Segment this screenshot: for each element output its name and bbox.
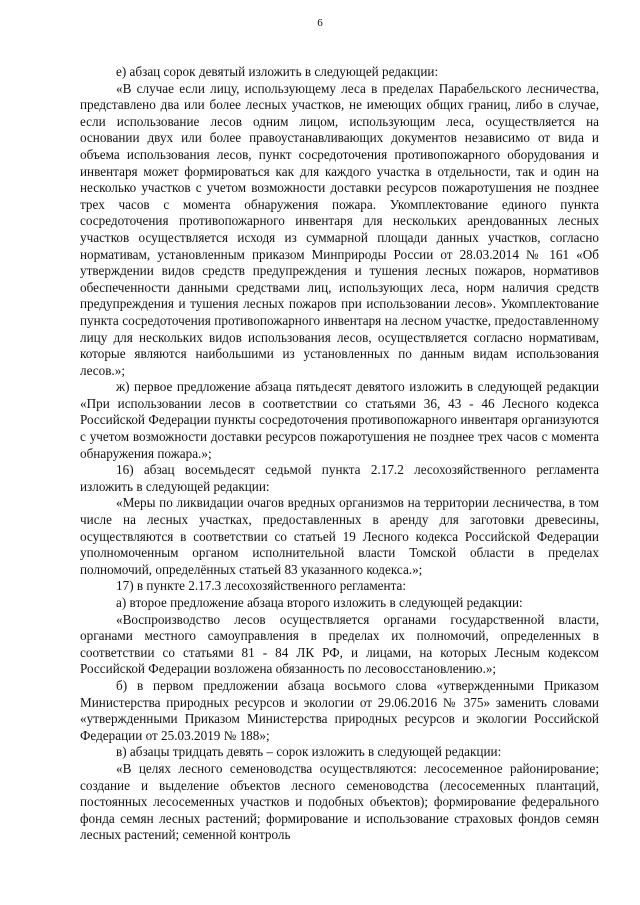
paragraph: е) абзац сорок девятый изложить в следующей редакции:	[116, 64, 439, 79]
paragraph: «Воспроизводство лесов осуществляется органами государственной власти, органами местного самоуправления в пределах их полномочий, определенных в соответствии со статьями 81 - 84 ЛК РФ, и лицами, на которых Лесным кодексом Российской Федерации возложена обязанность по лесовосстановлению.»;	[80, 611, 599, 677]
paragraph: 17) в пункте 2.17.3 лесохозяйственного регламента:	[116, 578, 407, 594]
document-body	[80, 64, 599, 844]
page-number: 6	[317, 17, 323, 29]
paragraph: 16) абзац восемьдесят седьмой пункта 2.17.2 лесохозяйственного регламента изложить в следующей редакции:	[80, 462, 599, 494]
paragraph: б) в первом предложении абзаца восьмого слова «утвержденными Приказом Министерства природных ресурсов и экологии от 29.06.2016 № 375» заменить словами «утвержденными Приказом Министерства природных ресурсов и экологии Российской Федерации от 25.03.2019 № 188»;	[80, 677, 599, 743]
paragraph: а) второе предложение абзаца второго изложить в следующей редакции:	[116, 595, 523, 610]
paragraph: «В целях лесного семеноводства осуществляются: лесосеменное районирование; создание и выделение объектов лесного семеноводства (лесосеменных плантаций, постоянных лесосеменных участков и подобных объектов); формирование федерального фонда семян лесных растений; формирование и использование страховых фондов семян лесных растений; семенной контроль	[80, 760, 599, 843]
paragraph: «В случае если лицу, использующему леса в пределах Парабельского лесничества, представлено два или более лесных участков, не имеющих общих границ, либо в случае, если использование лесов одним лицом, использующим леса, осуществляется на основании двух или более правоустанавливающих документов независимо от вида и объема использования лесов, пункт сосредоточения противопожарного оборудования и инвентаря может формироваться как для каждого участка в отдельности, так и один на несколько участков с учетом возможности доставки ресурсов пожаротушения не позднее трех часов с момента обнаружения пожара. Укомплектование единого пункта сосредоточения противопожарного инвентаря для нескольких арендованных лесных участков осуществляется исходя из суммарной площади данных участков, согласно нормативам, установленным приказом Минприроды России от 28.03.2014 № 161 «Об утверждении видов средств предупреждения и тушения лесных пожаров, нормативов обеспеченности данными средствами лиц, использующих леса, норм наличия средств предупреждения и тушения лесных пожаров при использовании лесов». Укомплектование пункта сосредоточения противопожарного инвентаря на лесном участке, предоставленному лицу для нескольких видов использования лесов, осуществляется согласно нормативам, которые являются наибольшими из установленных по данным видам использования лесов.»;	[80, 80, 599, 378]
paragraph: «Меры по ликвидации очагов вредных организмов на территории лесничества, в том числе на лесных участках, предоставленных в аренду для заготовки древесины, осуществляются в соответствии со статьей 19 Лесного кодекса Российской Федерации уполномоченным органом исполнительной власти Томской области в пределах полномочий, определённых статьей 83 указанного кодекса.»;	[80, 495, 599, 577]
paragraph: ж) первое предложение абзаца пятьдесят девятого изложить в следующей редакции «При использовании лесов в соответствии со статьями 36, 43 - 46 Лесного кодекса Российской Федерации пункты сосредоточения противопожарного инвентаря организуются с учетом возможности доставки ресурсов пожаротушения не позднее трех часов с момента обнаружения пожара.»;	[80, 379, 599, 461]
paragraph: в) абзацы тридцать девять – сорок изложить в следующей редакции:	[116, 744, 502, 760]
